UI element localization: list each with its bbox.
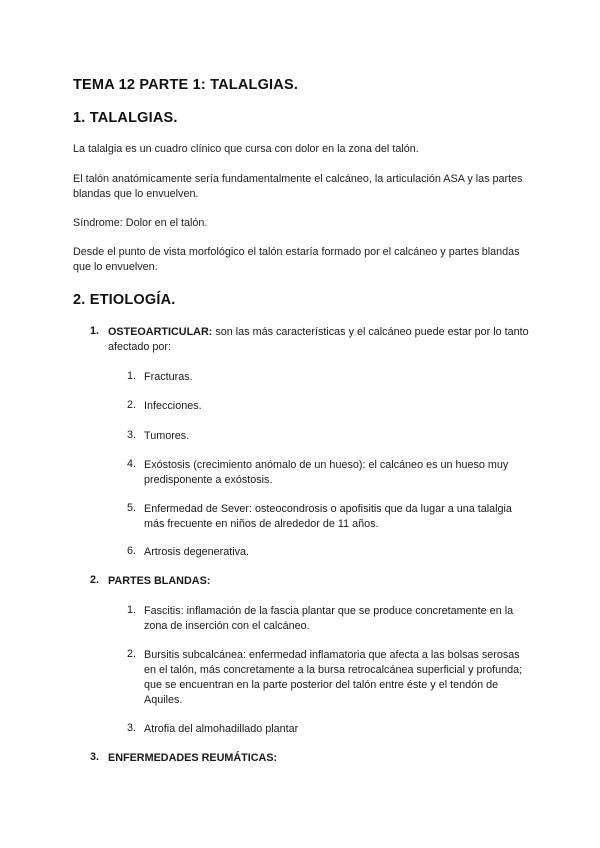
list-number: 1. (90, 325, 100, 337)
paragraph: Síndrome: Dolor en el talón. (73, 217, 208, 229)
document-title: TEMA 12 PARTE 1: TALALGIAS. (73, 77, 299, 93)
sublist-item-text: Enfermedad de Sever: osteocondrosis o apofisitis que da lugar a una talalgia más frecuente en niños de alrededor de 11 años. (144, 503, 512, 530)
list-item-label: OSTEOARTICULAR: (108, 326, 213, 338)
list-number: 2. (90, 574, 100, 586)
sublist-item-text: Fracturas. (144, 371, 193, 383)
sublist-number: 5. (127, 502, 137, 514)
sublist-number: 2. (127, 399, 137, 411)
sublist-number: 2. (127, 648, 137, 660)
list-item-body: son las más características y el calcáneo puede estar por lo tanto afectado por: (108, 326, 529, 353)
sublist-item-text: Artrosis degenerativa. (144, 546, 250, 558)
paragraph: La talalgia es un cuadro clínico que cursa con dolor en la zona del talón. (73, 143, 419, 155)
paragraph: Desde el punto de vista morfológico el talón estaría formado por el calcáneo y partes blandas que lo envuelven. (73, 246, 520, 273)
sublist-item-text: Tumores. (144, 430, 190, 442)
sublist-number: 1. (127, 370, 137, 382)
list-item-text (108, 751, 538, 766)
sublist-item-text: Atrofia del almohadillado plantar (144, 723, 299, 735)
list-item-label: ENFERMEDADES REUMÁTICAS: (108, 752, 278, 764)
sublist-item-text: Infecciones. (144, 400, 202, 412)
sublist-number: 3. (127, 722, 137, 734)
section-heading-etiologia: 2. ETIOLOGÍA. (73, 292, 176, 308)
sublist-item-text: Bursitis subcalcánea: enfermedad inflamatoria que afecta a las bolsas serosas en el talón, más concretamente a la bursa retrocalcánea superficial y profunda; que se encuentran en la parte posterior del talón entre éste y el tendón de Aquiles. (144, 649, 523, 706)
sublist-number: 6. (127, 545, 137, 557)
sublist-item-text: Exóstosis (crecimiento anómalo de un hueso): el calcáneo es un hueso muy predisponente a exóstosis. (144, 459, 509, 486)
list-number: 3. (90, 751, 100, 763)
sublist-item-text: Fascitis: inflamación de la fascia plantar que se produce concretamente en la zona de inserción con el calcáneo. (144, 605, 514, 632)
sublist-number: 3. (127, 429, 137, 441)
sublist-number: 1. (127, 604, 137, 616)
paragraph: El talón anatómicamente sería fundamentalmente el calcáneo, la articulación ASA y las partes blandas que lo envuelven. (73, 173, 523, 200)
list-item-text (108, 574, 538, 589)
section-heading-talalgias: 1. TALALGIAS. (73, 110, 178, 126)
sublist-number: 4. (127, 458, 137, 470)
list-item-text (108, 325, 538, 355)
list-item-label: PARTES BLANDAS: (108, 575, 211, 587)
